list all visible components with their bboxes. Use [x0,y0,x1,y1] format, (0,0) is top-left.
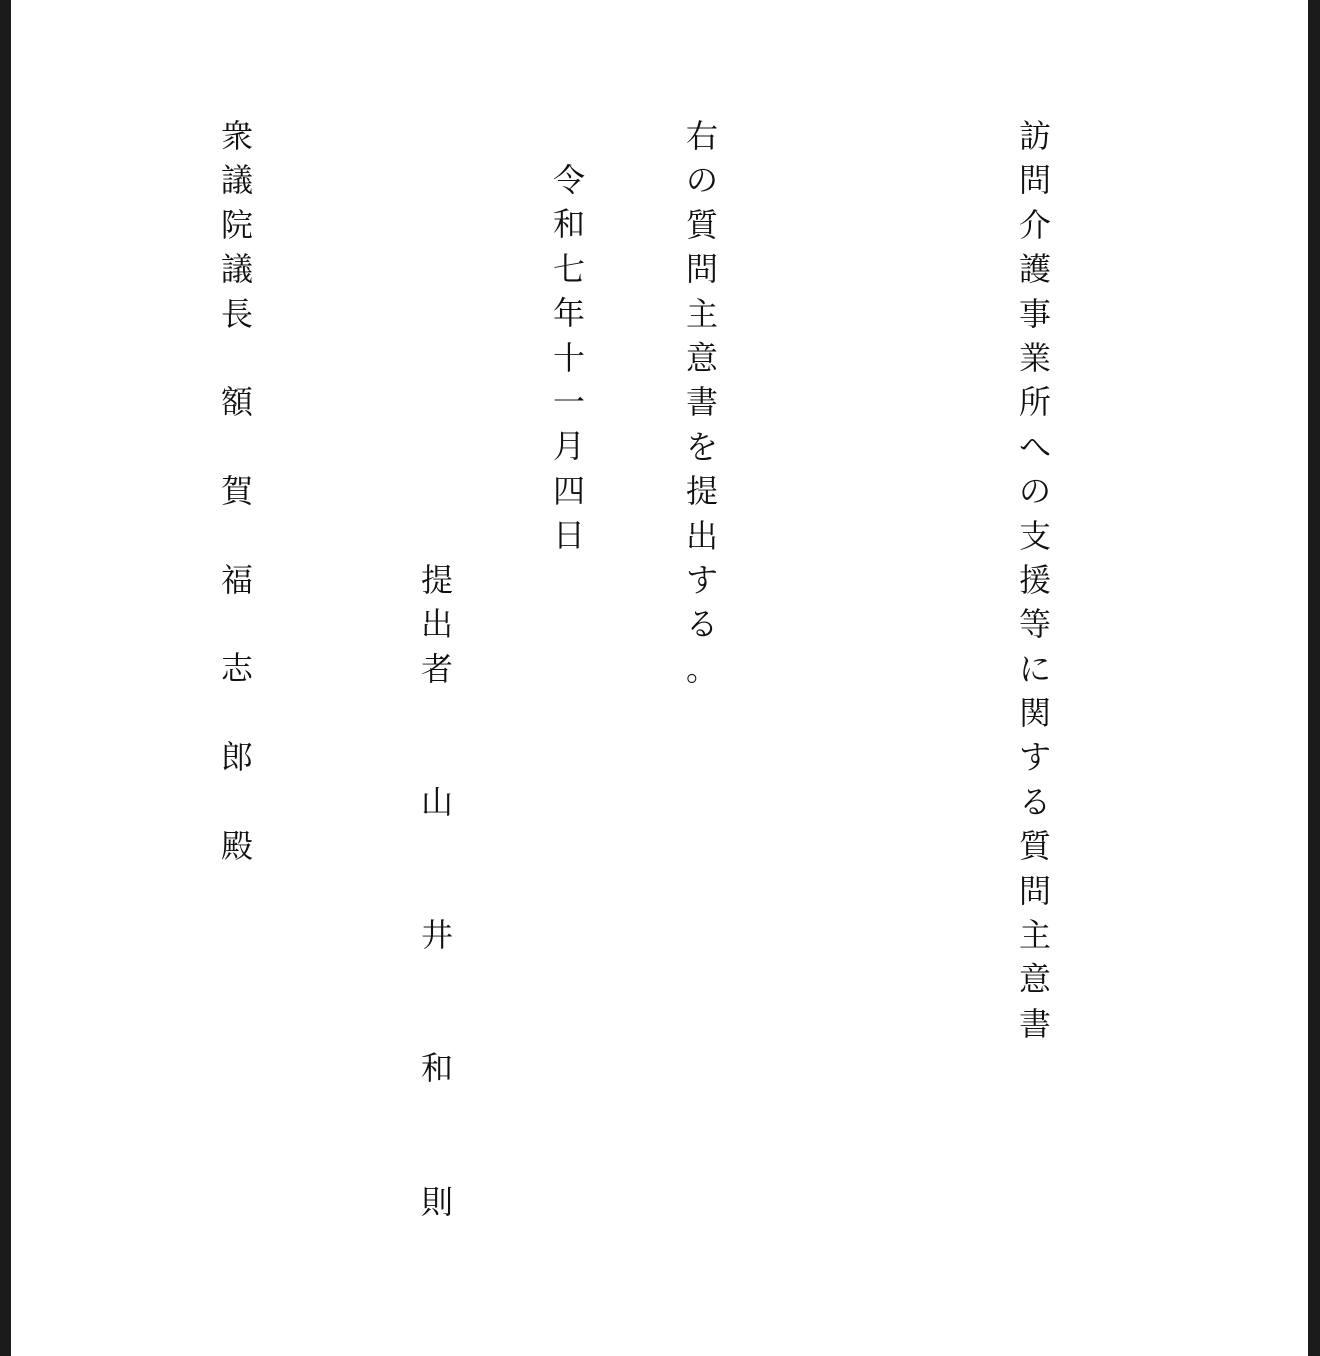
document-page [11,0,1308,1356]
addressee-name: 額 賀 福 志 郎 [220,383,253,777]
submitter-name: 山 井 和 則 [420,783,453,1221]
submission-statement: 右 の 質 問 主 意 書 を 提 出 す る 。 [685,117,718,688]
document-title: 訪 問 介 護 事 業 所 へ の 支 援 等 に 関 す る 質 問 主 意 書 [1018,117,1051,1043]
submission-date: 令 和 七 年 十 一 月 四 日 [552,161,585,555]
addressee-honorific: 殿 [220,827,253,865]
addressee-title: 衆 議 院 議 長 [220,117,253,333]
submitter-label: 提 出 者 [420,561,453,688]
